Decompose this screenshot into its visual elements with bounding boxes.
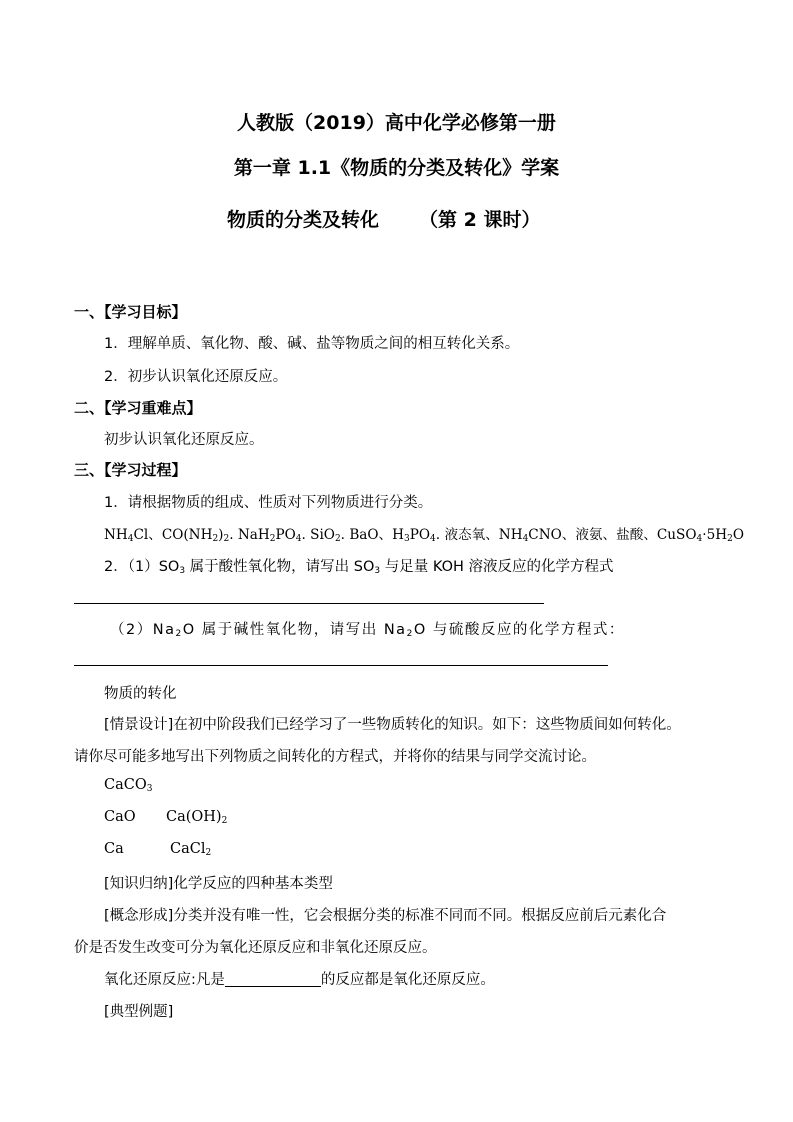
redox-definition: 氧化还原反应:凡是 的反应都是氧化还原反应。 [104,972,495,988]
redox-fill-blank[interactable] [225,972,321,987]
substance-caco3: CaCO$_3$ [104,777,153,794]
key-points-text: 初步认识氧化还原反应。 [104,432,264,448]
substance-caoh2: $Ca(OH)_2$ [166,809,228,826]
concept-text-1: [概念形成]分类并没有唯一性，它会根据分类的标准不同而不同。根据反应前后元素化合 [104,908,667,924]
question-1: 1．请根据物质的组成、性质对下列物质进行分类。 [104,495,433,511]
answer-line-1[interactable] [74,603,544,604]
doc-title-1: 人教版（2019）高中化学必修第一册 [237,112,556,134]
process-heading: 三、【学习过程】 [74,461,187,479]
question-2-2: $(2)Na_2O$ 属于碱性氧化物，请写出 $Na_2O$ 与硫酸反应的化学方程式： [110,622,625,639]
goal-2: 2．初步认识氧化还原反应。 [104,369,288,385]
scene-text-2: 请你尽可能多地写出下列物质之间转化的方程式，并将你的结果与同学交流讨论。 [74,749,596,765]
substance-cacl2: CaCl$_2$ [170,841,212,858]
lesson-number: （第 2 课时） [419,209,541,231]
example-heading: [典型例题] [104,1004,174,1020]
lesson-topic: 物质的分类及转化 [227,209,380,231]
scene-text-1: [情景设计]在初中阶段我们已经学习了一些物质转化的知识。如下：这些物质间如何转化。 [104,717,681,733]
key-points-heading: 二、【学习重难点】 [74,399,202,417]
summary-text: [知识归纳]化学反应的四种基本类型 [104,876,333,892]
substance-cao: CaO [104,809,136,825]
doc-title-3 [227,205,540,232]
answer-line-2[interactable] [74,665,608,666]
substance-ca: Ca [104,841,124,857]
concept-text-2: 价是否发生改变可分为氧化还原反应和非氧化还原反应。 [74,940,437,956]
question-2-1: 2．$(1)SO_3$ 属于酸性氧化物，请写出 $SO_3$ 与足量 KOH 溶液反应的化学方程式 [104,559,614,576]
conversion-title: 物质的转化 [104,686,177,702]
doc-title-2: 第一章 1.1《物质的分类及转化》学案 [233,157,560,179]
substances-list: $NH_4Cl$、$CO(NH_2)_2$. $NaH_2PO_4$. SiO$_2$. BaO、$H_3PO_4$. 液态氧、$NH_4CNO$、液氨、盐酸、$CuSO_4\cdot 5H_2O$ [104,527,744,544]
goal-1: 1．理解单质、氧化物、酸、碱、盐等物质之间的相互转化关系。 [104,336,520,352]
goals-heading: 一、【学习目标】 [74,303,187,321]
